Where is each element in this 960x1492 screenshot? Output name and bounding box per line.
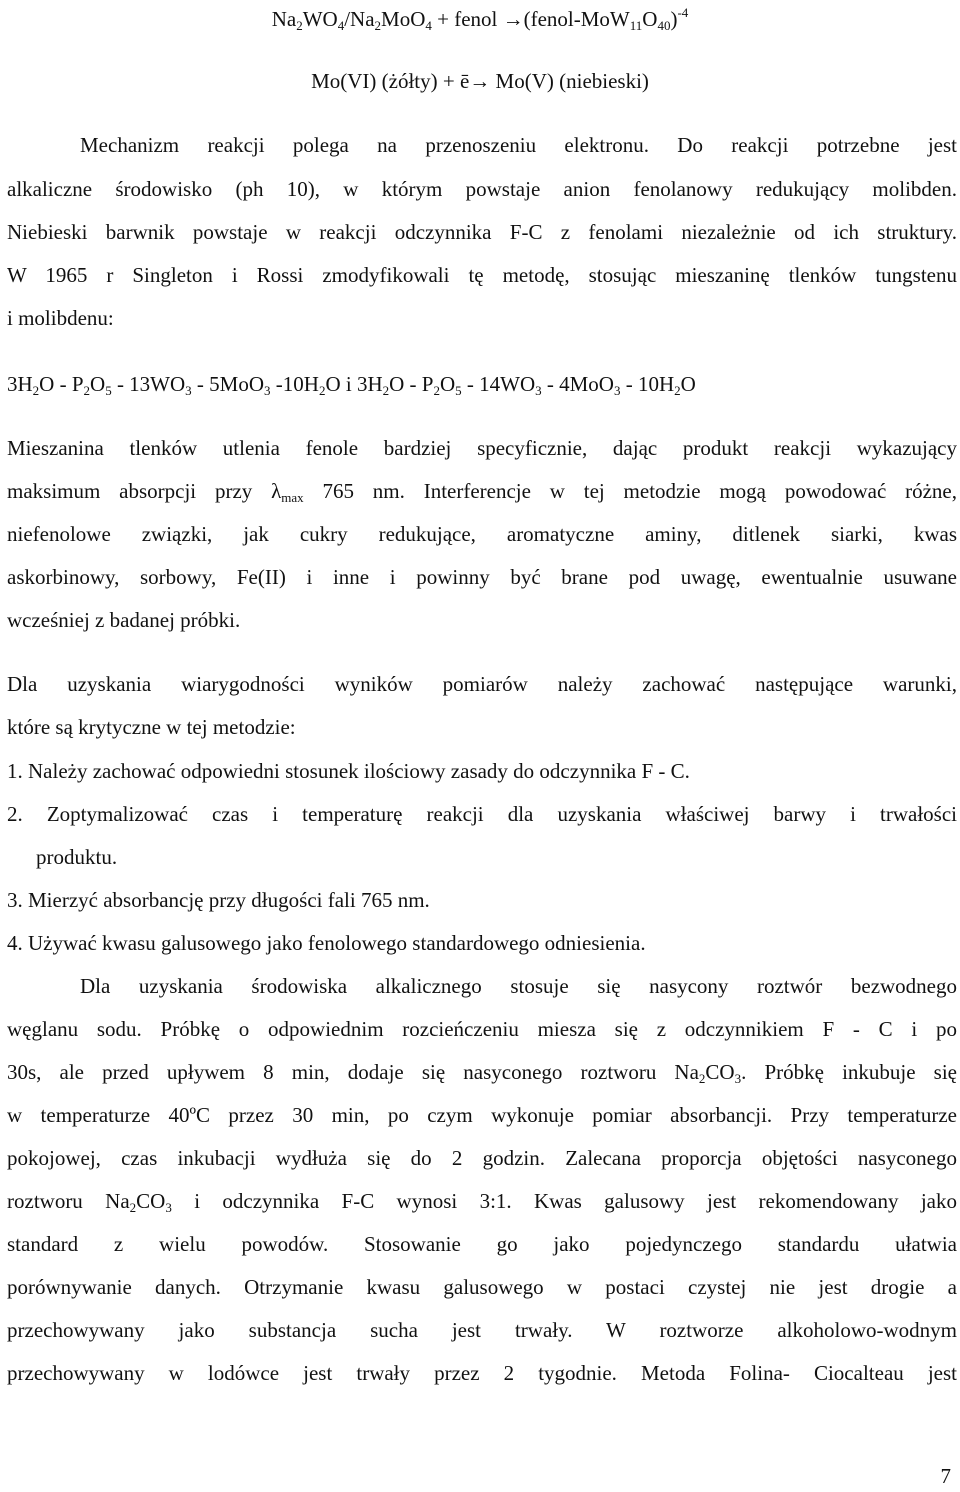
formula-subscript: 2: [129, 1200, 137, 1215]
eq1-text: WO: [302, 7, 338, 31]
eq1-text: ): [670, 7, 678, 31]
formula-text: -10H: [270, 372, 319, 396]
paragraph-2-line: wcześniej z badanej próbki.: [7, 608, 241, 632]
formula-text: - 5MoO: [191, 372, 265, 396]
paragraph-2-line: askorbinowy, sorbowy, Fe(II) i inne i powinny być brane pod uwagę, ewentualnie usuwane: [7, 565, 957, 589]
formula-text: O: [90, 372, 106, 396]
formula-subscript: 5: [105, 383, 112, 398]
list-item-continuation: produktu.: [36, 845, 118, 869]
oxide-formula: [7, 369, 957, 399]
paragraph-1-line: Mechanizm reakcji polega na przenoszeniu elektronu. Do reakcji potrzebne jest: [80, 133, 957, 157]
formula-subscript: 2: [318, 383, 326, 398]
paragraph-4-text: 30s, ale przed upływem 8 min, dodaje się nasyconego roztworu Na: [7, 1060, 699, 1084]
eq1-subscript: 2: [374, 18, 382, 33]
eq1-text: /Na: [344, 7, 375, 31]
paragraph-2-line: [7, 476, 957, 506]
formula-subscript: 3: [264, 383, 271, 398]
list-text: Zoptymalizować czas i temperaturę reakcji dla uzyskania właściwej barwy i trwałości: [46, 802, 958, 826]
list-number: 2.: [7, 802, 23, 826]
paragraph-2-line: niefenolowe związki, jak cukry redukujące, aromatyczne aminy, ditlenek siarki, kwas: [7, 522, 957, 546]
formula-text: O - P: [39, 372, 84, 396]
list-item: [7, 885, 957, 915]
formula-subscript: 3: [165, 1200, 172, 1215]
eq1-text: + fenol →(fenol-MoW: [431, 7, 630, 31]
equation-1: [0, 4, 960, 34]
paragraph-4-text: . Próbkę inkubuje się: [741, 1060, 957, 1084]
formula-text: - 14WO: [461, 372, 536, 396]
paragraph-1-line: W 1965 r Singleton i Rossi zmodyfikowali tę metodę, stosując mieszaninę tlenków tungstenu: [7, 263, 957, 287]
paragraph-4-text: CO: [705, 1060, 735, 1084]
eq1-superscript: -4: [677, 5, 689, 20]
formula-subscript: 2: [433, 383, 440, 398]
formula-subscript: 2: [83, 383, 91, 398]
formula-text: - 13WO: [111, 372, 186, 396]
equation-2: Mo(VI) (żółty) + ē→ Mo(V) (niebieski): [311, 69, 649, 93]
paragraph-4-line: [7, 1057, 957, 1087]
paragraph-1-line: alkaliczne środowisko (ph 10), w którym powstaje anion fenolanowy redukujący molibden.: [7, 177, 957, 201]
eq1-subscript: 11: [629, 18, 643, 33]
formula-text: 3H: [7, 372, 33, 396]
list-item: [7, 756, 957, 786]
paragraph-1-line: i molibdenu:: [7, 306, 114, 330]
paragraph-3-line: które są krytyczne w tej metodzie:: [7, 715, 296, 739]
paragraph-4-line: [7, 1186, 957, 1216]
formula-subscript: 3: [535, 383, 542, 398]
eq1-subscript: 2: [296, 18, 303, 33]
formula-subscript: 3: [613, 383, 621, 398]
list-item: [7, 799, 957, 829]
paragraph-4-text: CO: [136, 1189, 166, 1213]
list-text: Należy zachować odpowiedni stosunek ilościowy zasady do odczynnika F - C.: [28, 759, 690, 783]
list-text: Używać kwasu galusowego jako fenolowego standardowego odniesienia.: [28, 931, 646, 955]
formula-text: O - P: [389, 372, 434, 396]
eq1-subscript: 4: [425, 18, 432, 33]
formula-text: O: [439, 372, 456, 396]
paragraph-1-line: Niebieski barwnik powstaje w reakcji odczynnika F-C z fenolami niezależnie od ich struktury.: [7, 220, 957, 244]
paragraph-2-text: 765 nm. Interferencje w tej metodzie mogą powodować różne,: [303, 479, 957, 503]
paragraph-4-text: i odczynnika F-C wynosi 3:1. Kwas galusowy jest rekomendowany jako: [171, 1189, 957, 1213]
paragraph-3-line: Dla uzyskania wiarygodności wyników pomiarów należy zachować następujące warunki,: [7, 672, 957, 696]
paragraph-4-line: przechowywany w lodówce jest trwały przez 2 tygodnie. Metoda Folina- Ciocalteau jest: [7, 1361, 957, 1385]
formula-text: - 4MoO: [541, 372, 614, 396]
formula-text: O: [680, 372, 696, 396]
paragraph-4-line: w temperaturze 40ºC przez 30 min, po czym wykonuje pomiar absorbancji. Przy temperaturze: [7, 1103, 957, 1127]
paragraph-4-line: porównywanie danych. Otrzymanie kwasu galusowego w postaci czystej nie jest drogie a: [7, 1275, 957, 1299]
formula-subscript: 2: [698, 1071, 706, 1086]
eq1-text: O: [642, 7, 658, 31]
lambda-subscript: max: [281, 490, 304, 505]
page-number: 7: [940, 1464, 951, 1488]
formula-subscript: 3: [185, 383, 192, 398]
eq1-text: Na: [271, 7, 297, 31]
paragraph-4-line: pokojowej, czas inkubacji wydłuża się do 2 godzin. Zalecana proporcja objętości nasyconego: [7, 1146, 957, 1170]
list-text: Mierzyć absorbancję przy długości fali 765 nm.: [28, 888, 430, 912]
paragraph-4-text: roztworu Na: [7, 1189, 130, 1213]
formula-subscript: 2: [382, 383, 390, 398]
eq1-subscript: 4: [337, 18, 345, 33]
formula-subscript: 2: [674, 383, 681, 398]
formula-text: O i 3H: [325, 372, 383, 396]
paragraph-4-line: węglanu sodu. Próbkę o odpowiednim rozcieńczeniu miesza się z odczynnikiem F - C i po: [7, 1017, 957, 1041]
formula-subscript: 5: [455, 383, 462, 398]
paragraph-2-line: Mieszanina tlenków utlenia fenole bardziej specyficznie, dając produkt reakcji wykazujący: [7, 436, 957, 460]
formula-subscript: 3: [734, 1071, 742, 1086]
list-item: [7, 928, 957, 958]
paragraph-4-line: Dla uzyskania środowiska alkalicznego stosuje się nasycony roztwór bezwodnego: [80, 974, 957, 998]
paragraph-4-line: przechowywany jako substancja sucha jest trwały. W roztworze alkoholowo-wodnym: [7, 1318, 957, 1342]
formula-subscript: 2: [32, 383, 40, 398]
eq1-text: MoO: [381, 7, 426, 31]
list-number: 3.: [7, 888, 23, 912]
paragraph-2-text: maksimum absorpcji przy λ: [7, 479, 282, 503]
formula-text: - 10H: [620, 372, 675, 396]
list-number: 1.: [7, 759, 23, 783]
list-number: 4.: [7, 931, 23, 955]
eq1-subscript: 40: [657, 18, 671, 33]
paragraph-4-line: standard z wielu powodów. Stosowanie go jako pojedynczego standardu ułatwia: [7, 1232, 957, 1256]
